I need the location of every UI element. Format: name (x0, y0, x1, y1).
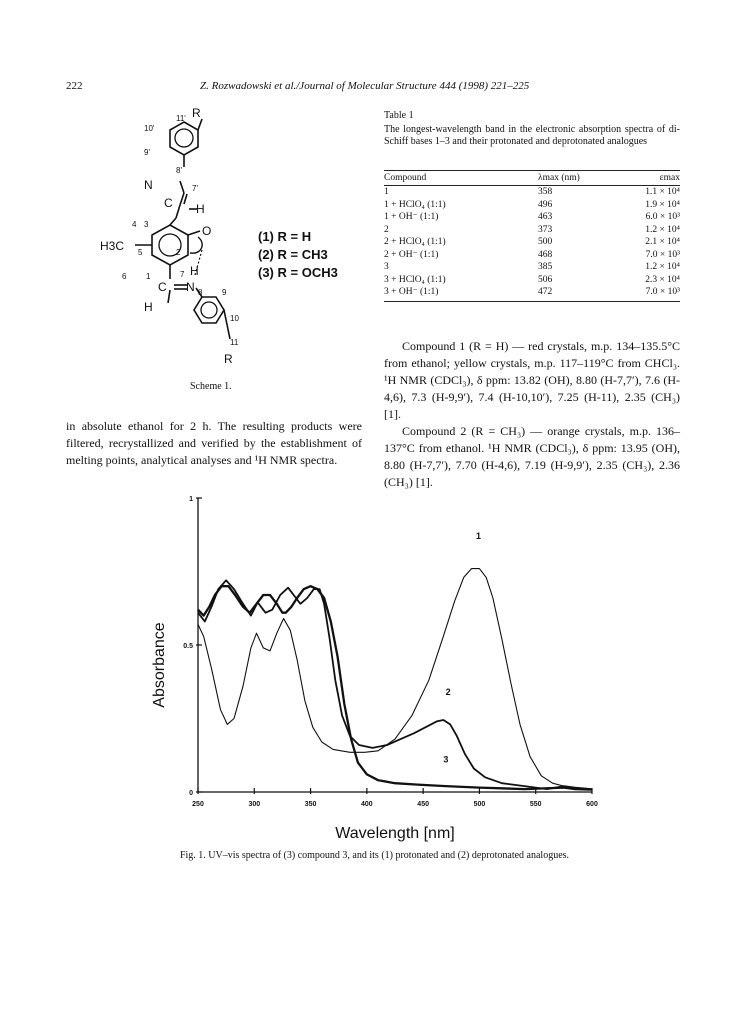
atom-label-5: 5 (138, 248, 143, 257)
uv-vis-chart (140, 490, 620, 845)
atom-label-3: 3 (144, 220, 149, 229)
atom-label-8p: 8' (176, 166, 182, 175)
table-row (384, 211, 680, 224)
r-label-1: (1) R = H (258, 229, 312, 244)
x-tick-label: 250 (192, 801, 204, 808)
table-caption: The longest-wavelength band in the electronic absorption spectra of di-Schiff bases 1–3 and their protonated and deprotonated analogues (384, 124, 680, 147)
atom-label-r-top: R (192, 106, 201, 120)
table-row (384, 224, 680, 237)
cell-lambda: 472 (528, 286, 618, 301)
x-tick-label: 400 (361, 801, 373, 808)
table-header-epsilon: εmax (618, 171, 680, 186)
atom-label-7: 7 (180, 270, 185, 279)
atom-label-11p: 11' (176, 114, 186, 123)
cell-epsilon: 7.0 × 10³ (618, 286, 680, 301)
cell-compound: 2 + OH⁻ (1:1) (384, 249, 439, 260)
cell-compound: 1 (384, 187, 389, 197)
series-label-3: 3 (443, 754, 449, 765)
cell-compound: 3 (384, 262, 389, 272)
table-row (384, 199, 680, 212)
table-row (384, 186, 680, 199)
scheme-structure (100, 105, 380, 380)
atom-label-8: 8 (198, 288, 203, 297)
r-label-3: (3) R = OCH3 (258, 265, 338, 280)
central-phenyl-ring (152, 225, 188, 265)
cell-epsilon: 6.0 × 10³ (645, 212, 680, 222)
atom-label-h-top: H (196, 202, 205, 216)
cell-epsilon: 1.2 × 10⁴ (645, 262, 680, 272)
atom-label-h-bottom: H (144, 300, 153, 314)
series-label-1: 1 (476, 531, 482, 542)
series-line-2 (198, 580, 592, 789)
atom-label-1: 1 (146, 272, 151, 281)
series-line-3 (198, 586, 592, 789)
cell-compound: 3 + OH⁻ (1:1) (384, 286, 528, 301)
atom-label-n-top: N (144, 178, 153, 192)
table-header-lambda: λmax (nm) (528, 171, 618, 186)
page-number: 222 (66, 80, 83, 92)
r-label-2: (2) R = CH3 (258, 247, 328, 262)
cell-epsilon: 1.2 × 10⁴ (645, 224, 680, 235)
y-axis-title: Absorbance (151, 622, 168, 708)
cell-epsilon: 1.1 × 10⁴ (645, 187, 680, 197)
bottom-phenyl-ring (194, 297, 224, 323)
cell-lambda: 506 (538, 274, 553, 285)
table-header-compound: Compound (384, 171, 528, 186)
x-tick-label: 600 (586, 801, 598, 808)
y-tick-label: 0.5 (183, 643, 193, 650)
top-phenyl-ring (170, 122, 198, 155)
atom-label-11: 11 (230, 338, 239, 347)
x-tick-label: 350 (304, 801, 317, 808)
atom-label-4: 4 (132, 220, 137, 229)
atom-label-10: 10 (230, 314, 239, 323)
scheme-caption: Scheme 1. (190, 381, 232, 392)
cell-epsilon: 7.0 × 10³ (645, 249, 680, 260)
cell-lambda: 468 (538, 249, 553, 260)
table-row (384, 249, 680, 262)
atom-label-9: 9 (222, 288, 227, 297)
cell-lambda: 463 (538, 212, 553, 222)
cell-epsilon: 1.9 × 10⁴ (645, 199, 680, 210)
cell-compound: 1 + OH⁻ (1:1) (384, 212, 439, 222)
cell-lambda: 496 (538, 199, 553, 210)
atom-label-6: 6 (122, 272, 127, 281)
y-tick-label: 0 (189, 790, 193, 797)
atom-label-h-oh: H (190, 264, 199, 278)
atom-label-h3c: H3C (100, 239, 125, 253)
y-tick-label: 1 (189, 496, 193, 503)
atom-label-o: O (202, 224, 212, 238)
atom-label-r-bottom: R (224, 352, 233, 366)
table-label: Table 1 (384, 110, 414, 121)
journal-header: Z. Rozwadowski et al./Journal of Molecular Structure 444 (1998) 221–225 (200, 80, 530, 92)
cell-compound: 3 + HClO₄ (1:1) (384, 274, 446, 285)
cell-epsilon: 2.3 × 10⁴ (645, 274, 680, 285)
methods-paragraph: in absolute ethanol for 2 h. The resulting products were filtered, recrystallized and verified by the establishment of melting points, analytical analyses and ¹H NMR spectra. (66, 419, 362, 467)
atom-label-10p: 10' (144, 124, 155, 133)
cell-lambda: 373 (538, 224, 553, 235)
table-row (384, 274, 680, 287)
table-row (384, 286, 680, 301)
atom-label-c-bottom: C (158, 280, 167, 294)
x-tick-label: 500 (473, 801, 486, 808)
cell-compound: 2 + HClO₄ (1:1) (384, 237, 446, 247)
series-label-2: 2 (445, 686, 451, 697)
atom-label-n-bottom: N (186, 280, 195, 294)
cell-lambda: 358 (538, 187, 553, 197)
x-tick-label: 550 (529, 801, 542, 808)
cell-lambda: 500 (538, 237, 553, 247)
atom-label-2: 2 (176, 248, 181, 257)
cell-compound: 2 (384, 224, 389, 235)
cell-lambda: 385 (538, 262, 553, 272)
figure-caption: Fig. 1. UV–vis spectra of (3) compound 3, and its (1) protonated and (2) deprotonated analogues. (179, 850, 570, 861)
cell-compound: 1 + HClO₄ (1:1) (384, 199, 446, 210)
atom-label-7p: 7' (192, 184, 198, 193)
compound-1-paragraph: Compound 1 (R = H) — red crystals, m.p. 134–135.5°C from ethanol; yellow crystals, m.p. 117–119°C from CHCl₃. ¹H NMR (CDCl₃), δ ppm: 13.82 (OH), 8.80 (H-7,7′), 7.6 (H-4,6), 7.3 (H-9,9′), 7.4 (H-10,10′), 7.25 (H-11), 2.35 (CH₃) [1]. (384, 339, 680, 421)
x-axis-title: Wavelength [nm] (335, 825, 455, 842)
atom-label-9p: 9' (144, 148, 150, 157)
table-row (384, 236, 680, 249)
atom-label-c-top: C (164, 196, 173, 210)
compound-2-paragraph: Compound 2 (R = CH₃) — orange crystals, m.p. 136–137°C from ethanol. ¹H NMR (CDCl₃), δ ppm: 13.95 (OH), 8.80 (H-7,7′), 7.70 (H-4,6), 7.19 (H-9,9′), 2.35 (CH₃), 2.36 (CH₃) [1]. (384, 424, 680, 489)
x-tick-label: 450 (417, 801, 429, 808)
x-tick-label: 300 (248, 801, 261, 808)
absorption-table (384, 170, 680, 302)
table-row (384, 261, 680, 274)
cell-epsilon: 2.1 × 10⁴ (645, 237, 680, 247)
